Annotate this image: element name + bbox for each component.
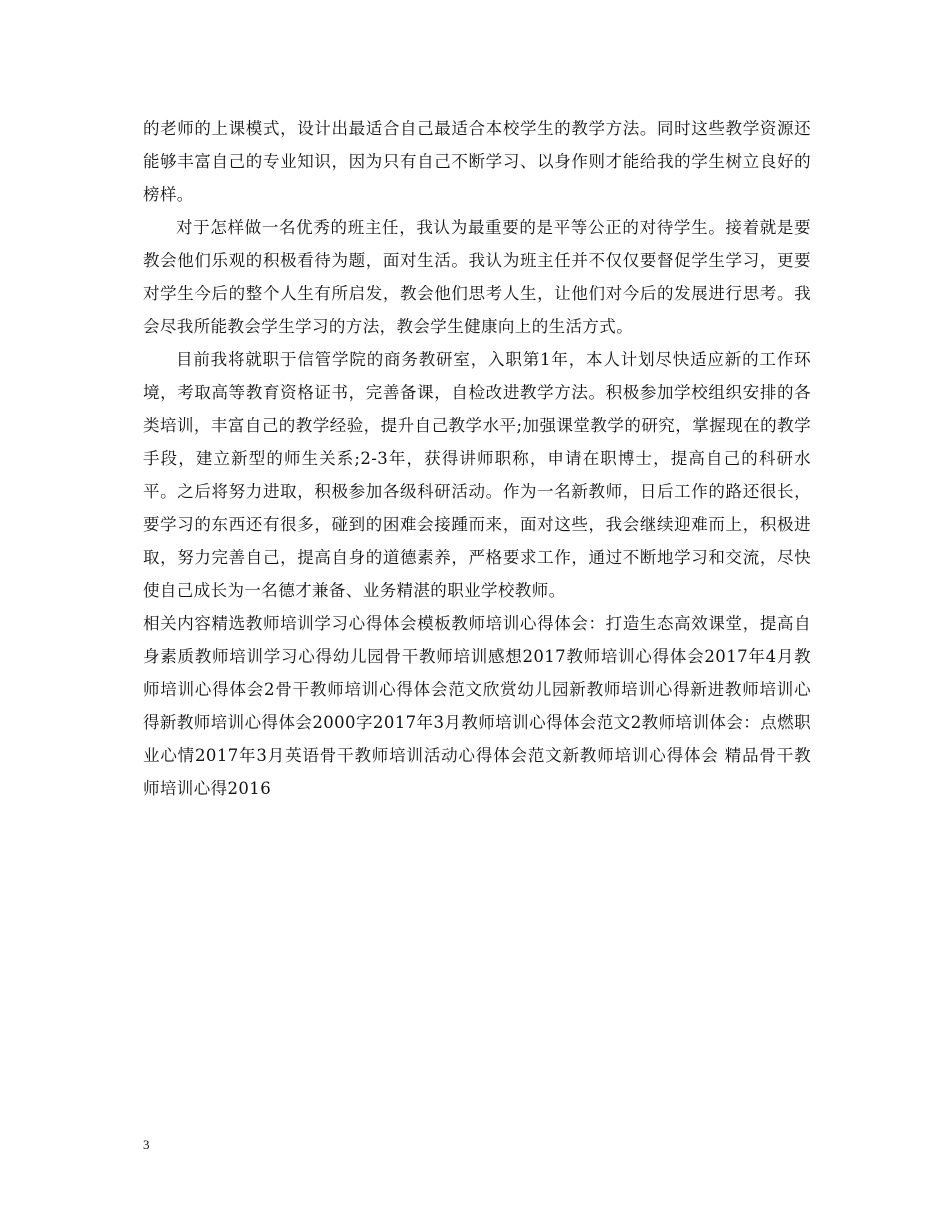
paragraph-class-teacher: 对于怎样做一名优秀的班主任，我认为最重要的是平等公正的对待学生。接着就是要教会他们乐观的积极看待为题，面对生活。我认为班主任并不仅仅要督促学生学习，更要对学生今后的整个人生有所启发，教会他们思考人生，让他们对今后的发展进行思考。我会尽我所能教会学生学习的方法，教会学生健康向上的生活方式。 (143, 218, 811, 336)
related-content: 相关内容精选教师培训学习心得体会模板教师培训心得体会：打造生态高效课堂，提高自身素质教师培训学习心得幼儿园骨干教师培训感想2017教师培训心得体会2017年4月教师培训心得体会2骨干教师培训心得体会范文欣赏幼儿园新教师培训心得新进教师培训心得新教师培训心得体会2000字2017年3月教师培训心得体会范文2教师培训体会：点燃职业心情2017年3月英语骨干教师培训活动心得体会范文新教师培训心得体会 精品骨干教师培训心得2016 (143, 614, 811, 798)
paragraph-continuation: 的老师的上课模式，设计出最适合自己最适合本校学生的教学方法。同时这些教学资源还能够丰富自己的专业知识，因为只有自己不断学习、以身作则才能给我的学生树立良好的榜样。 (143, 119, 811, 204)
page-number: 3 (143, 1137, 150, 1152)
paragraph-career-plan: 目前我将就职于信管学院的商务教研室，入职第1年，本人计划尽快适应新的工作环境，考取高等教育资格证书，完善备课，自检改进教学方法。积极参加学校组织安排的各类培训，丰富自己的教学经验，提升自己教学水平;加强课堂教学的研究，掌握现在的教学手段，建立新型的师生关系;2-3年，获得讲师职称，申请在职博士，提高自己的科研水平。之后将努力进取，积极参加各级科研活动。作为一名新教师，日后工作的路还很长，要学习的东西还有很多，碰到的困难会接踵而来，面对这些，我会继续迎难而上，积极进取，努力完善自己，提高自身的道德素养，严格要求工作，通过不断地学习和交流，尽快使自己成长为一名德才兼备、业务精湛的职业学校教师。 (143, 350, 811, 600)
document-body (143, 112, 811, 805)
